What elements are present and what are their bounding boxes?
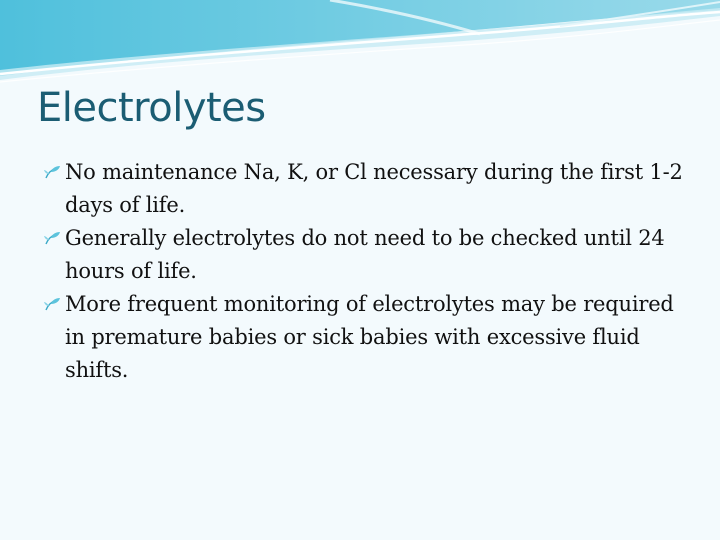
bullet-list (44, 156, 694, 387)
wave-header-decoration (0, 0, 720, 90)
bullet-item (44, 156, 694, 222)
sprout-icon (44, 165, 62, 179)
bullet-text: Generally electrolytes do not need to be checked until 24 hours of life. (65, 226, 665, 283)
bullet-text: More frequent monitoring of electrolytes may be required in premature babies or sick babies with excessive fluid shifts. (65, 292, 674, 382)
sprout-icon (44, 297, 62, 311)
bullet-item (44, 222, 694, 288)
bullet-item (44, 288, 694, 387)
sprout-icon (44, 231, 62, 245)
slide-title: Electrolytes (37, 85, 266, 131)
bullet-text: No maintenance Na, K, or Cl necessary during the first 1-2 days of life. (65, 160, 683, 217)
